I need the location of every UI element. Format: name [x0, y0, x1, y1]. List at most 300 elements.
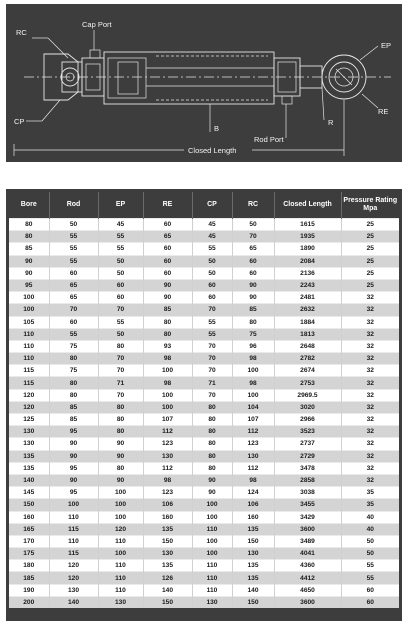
piston — [108, 58, 146, 98]
table-cell: 98 — [232, 353, 274, 365]
table-cell: 112 — [232, 426, 274, 438]
table-cell: 135 — [143, 523, 192, 535]
table-header-row — [9, 192, 399, 219]
table-cell: 110 — [192, 523, 232, 535]
table-cell: 125 — [9, 414, 49, 426]
table-cell: 90 — [9, 267, 49, 279]
table-cell: 65 — [49, 292, 98, 304]
table-cell: 50 — [49, 219, 98, 231]
table-row — [9, 401, 399, 413]
table-cell: 100 — [232, 389, 274, 401]
table-cell: 3523 — [274, 426, 341, 438]
table-cell: 110 — [98, 572, 143, 584]
table-cell: 80 — [49, 389, 98, 401]
table-cell: 45 — [192, 231, 232, 243]
table-cell: 112 — [232, 462, 274, 474]
table-cell: 80 — [98, 426, 143, 438]
ep-leader — [360, 46, 378, 60]
table-row — [9, 596, 399, 608]
table-cell: 3489 — [274, 535, 341, 547]
table-cell: 130 — [192, 596, 232, 608]
table-cell: 130 — [9, 426, 49, 438]
column-header: Rod — [49, 192, 98, 219]
re-leader — [362, 94, 378, 108]
table-cell: 120 — [49, 572, 98, 584]
table-cell: 95 — [9, 279, 49, 291]
barrel — [104, 52, 274, 104]
table-cell: 1884 — [274, 316, 341, 328]
rod-port-fitting — [282, 96, 292, 104]
table-body — [9, 219, 399, 609]
column-header: Bore — [9, 192, 49, 219]
table-row — [9, 523, 399, 535]
table-cell: 3455 — [274, 499, 341, 511]
table-cell: 85 — [143, 304, 192, 316]
table-cell: 95 — [49, 462, 98, 474]
table-cell: 150 — [232, 596, 274, 608]
table-cell: 3020 — [274, 401, 341, 413]
table-cell: 80 — [49, 377, 98, 389]
table-cell: 120 — [98, 523, 143, 535]
table-cell: 123 — [232, 438, 274, 450]
table-cell: 80 — [192, 438, 232, 450]
table-cell: 115 — [9, 365, 49, 377]
table-cell: 140 — [232, 584, 274, 596]
table-cell: 110 — [9, 340, 49, 352]
table-cell: 60 — [98, 279, 143, 291]
table-cell: 25 — [341, 267, 399, 279]
table-cell: 98 — [143, 353, 192, 365]
table-row — [9, 243, 399, 255]
table-cell: 80 — [192, 426, 232, 438]
table-cell: 55 — [341, 560, 399, 572]
table-cell: 100 — [49, 499, 98, 511]
table-cell: 120 — [9, 389, 49, 401]
table-cell: 25 — [341, 243, 399, 255]
table-row — [9, 365, 399, 377]
table-row — [9, 511, 399, 523]
table-cell: 110 — [98, 535, 143, 547]
table-cell: 50 — [341, 535, 399, 547]
table-cell: 32 — [341, 438, 399, 450]
column-header: RE — [143, 192, 192, 219]
table-cell: 115 — [49, 523, 98, 535]
table-cell: 32 — [341, 414, 399, 426]
table-cell: 40 — [341, 511, 399, 523]
table-cell: 80 — [232, 316, 274, 328]
table-cell: 70 — [98, 353, 143, 365]
table-cell: 65 — [49, 279, 98, 291]
table-cell: 90 — [232, 292, 274, 304]
cylinder-drawing — [6, 4, 402, 162]
table-cell: 85 — [9, 243, 49, 255]
table-cell: 112 — [143, 426, 192, 438]
table-cell: 150 — [143, 535, 192, 547]
table-cell: 1813 — [274, 328, 341, 340]
table-cell: 130 — [98, 596, 143, 608]
table-cell: 2753 — [274, 377, 341, 389]
table-cell: 100 — [98, 487, 143, 499]
table-cell: 112 — [143, 462, 192, 474]
column-header: CP — [192, 192, 232, 219]
table-cell: 55 — [49, 328, 98, 340]
column-header: RC — [232, 192, 274, 219]
table-cell: 160 — [232, 511, 274, 523]
table-row — [9, 328, 399, 340]
table-cell: 60 — [232, 267, 274, 279]
table-cell: 123 — [143, 487, 192, 499]
table-cell: 55 — [192, 328, 232, 340]
table-row — [9, 426, 399, 438]
table-cell: 32 — [341, 426, 399, 438]
table-cell: 106 — [232, 499, 274, 511]
table-cell: 90 — [192, 487, 232, 499]
table-cell: 60 — [143, 267, 192, 279]
column-header: Closed Length — [274, 192, 341, 219]
table-cell: 123 — [143, 438, 192, 450]
table-cell: 100 — [98, 499, 143, 511]
table-cell: 80 — [143, 316, 192, 328]
table-cell: 80 — [9, 231, 49, 243]
table-cell: 65 — [143, 231, 192, 243]
table-cell: 180 — [9, 560, 49, 572]
table-cell: 150 — [232, 535, 274, 547]
table-row — [9, 292, 399, 304]
table-cell: 98 — [143, 474, 192, 486]
table-cell: 32 — [341, 377, 399, 389]
table-row — [9, 304, 399, 316]
table-cell: 107 — [232, 414, 274, 426]
table-cell: 190 — [9, 584, 49, 596]
table-cell: 100 — [232, 365, 274, 377]
table-cell: 90 — [98, 438, 143, 450]
table-cell: 60 — [49, 267, 98, 279]
table-cell: 55 — [341, 572, 399, 584]
table-row — [9, 535, 399, 547]
table-cell: 3429 — [274, 511, 341, 523]
table-cell: 32 — [341, 462, 399, 474]
table-cell: 32 — [341, 401, 399, 413]
column-header: Pressure Rating Mpa — [341, 192, 399, 219]
table-row — [9, 572, 399, 584]
table-cell: 75 — [49, 340, 98, 352]
table-cell: 115 — [49, 548, 98, 560]
table-cell: 130 — [143, 450, 192, 462]
table-row — [9, 340, 399, 352]
table-cell: 35 — [341, 499, 399, 511]
table-cell: 85 — [49, 414, 98, 426]
cylinder-diagram — [6, 4, 402, 162]
table-cell: 90 — [143, 279, 192, 291]
table-cell: 130 — [49, 584, 98, 596]
table-cell: 90 — [98, 450, 143, 462]
rc-leader — [48, 38, 68, 58]
table-cell: 100 — [192, 511, 232, 523]
table-cell: 90 — [232, 279, 274, 291]
table-cell: 50 — [232, 219, 274, 231]
table-cell: 32 — [341, 474, 399, 486]
label-rod-port: Rod Port — [254, 135, 284, 144]
table-cell: 104 — [232, 401, 274, 413]
table-cell: 2136 — [274, 267, 341, 279]
table-cell: 60 — [192, 292, 232, 304]
table-cell: 98 — [232, 474, 274, 486]
label-r: R — [328, 118, 334, 127]
table-row — [9, 560, 399, 572]
table-cell: 60 — [98, 292, 143, 304]
table-cell: 55 — [98, 231, 143, 243]
table-cell: 185 — [9, 572, 49, 584]
table-cell: 85 — [232, 304, 274, 316]
table-cell: 60 — [143, 255, 192, 267]
label-cap-port: Cap Port — [82, 20, 112, 29]
table-cell: 80 — [192, 401, 232, 413]
table-cell: 100 — [98, 511, 143, 523]
table-cell: 55 — [49, 243, 98, 255]
table-cell: 32 — [341, 304, 399, 316]
table-cell: 70 — [232, 231, 274, 243]
table-cell: 2632 — [274, 304, 341, 316]
table-cell: 105 — [9, 316, 49, 328]
table-cell: 110 — [9, 353, 49, 365]
table-cell: 4412 — [274, 572, 341, 584]
table-cell: 1935 — [274, 231, 341, 243]
r-leader — [322, 88, 324, 120]
table-cell: 60 — [143, 243, 192, 255]
table-cell: 4041 — [274, 548, 341, 560]
table-cell: 98 — [232, 377, 274, 389]
table-cell: 50 — [98, 328, 143, 340]
table-cell: 126 — [143, 572, 192, 584]
spec-table — [9, 192, 399, 608]
table-cell: 65 — [232, 243, 274, 255]
table-cell: 135 — [232, 560, 274, 572]
table-cell: 75 — [232, 328, 274, 340]
table-cell: 1890 — [274, 243, 341, 255]
table-cell: 96 — [232, 340, 274, 352]
table-cell: 80 — [192, 414, 232, 426]
table-cell: 100 — [192, 535, 232, 547]
table-row — [9, 584, 399, 596]
table-cell: 80 — [98, 462, 143, 474]
table-cell: 165 — [9, 523, 49, 535]
table-cell: 130 — [143, 548, 192, 560]
label-re: RE — [378, 107, 389, 116]
table-cell: 3478 — [274, 462, 341, 474]
table-cell: 120 — [49, 560, 98, 572]
table-row — [9, 474, 399, 486]
table-cell: 2674 — [274, 365, 341, 377]
table-cell: 80 — [49, 353, 98, 365]
table-cell: 93 — [143, 340, 192, 352]
table-cell: 106 — [143, 499, 192, 511]
table-cell: 32 — [341, 389, 399, 401]
table-cell: 32 — [341, 450, 399, 462]
table-cell: 90 — [98, 474, 143, 486]
table-cell: 55 — [192, 316, 232, 328]
table-cell: 2966 — [274, 414, 341, 426]
table-cell: 110 — [49, 511, 98, 523]
table-cell: 50 — [98, 255, 143, 267]
table-row — [9, 377, 399, 389]
table-cell: 110 — [49, 535, 98, 547]
table-row — [9, 316, 399, 328]
table-cell: 4360 — [274, 560, 341, 572]
table-cell: 60 — [192, 279, 232, 291]
table-cell: 3038 — [274, 487, 341, 499]
table-cell: 55 — [49, 231, 98, 243]
column-header: EP — [98, 192, 143, 219]
table-cell: 100 — [143, 401, 192, 413]
table-cell: 25 — [341, 255, 399, 267]
cap-port-fitting — [90, 50, 100, 58]
table-row — [9, 231, 399, 243]
table-cell: 107 — [143, 414, 192, 426]
table-cell: 145 — [9, 487, 49, 499]
table-cell: 70 — [192, 365, 232, 377]
label-cp: CP — [14, 117, 25, 126]
table-row — [9, 255, 399, 267]
table-cell: 70 — [192, 340, 232, 352]
table-cell: 2858 — [274, 474, 341, 486]
table-cell: 45 — [98, 219, 143, 231]
table-cell: 80 — [192, 462, 232, 474]
table-cell: 60 — [232, 255, 274, 267]
table-cell: 110 — [98, 584, 143, 596]
table-cell: 100 — [192, 499, 232, 511]
table-cell: 150 — [143, 596, 192, 608]
table-cell: 135 — [143, 560, 192, 572]
table-cell: 110 — [192, 572, 232, 584]
table-cell: 90 — [143, 292, 192, 304]
table-cell: 75 — [49, 365, 98, 377]
table-cell: 25 — [341, 219, 399, 231]
table-row — [9, 267, 399, 279]
table-cell: 2737 — [274, 438, 341, 450]
table-cell: 100 — [9, 292, 49, 304]
table-cell: 124 — [232, 487, 274, 499]
table-cell: 130 — [232, 548, 274, 560]
table-cell: 90 — [49, 450, 98, 462]
table-cell: 135 — [9, 450, 49, 462]
table-cell: 32 — [341, 353, 399, 365]
table-cell: 60 — [341, 596, 399, 608]
table-cell: 135 — [232, 572, 274, 584]
table-cell: 110 — [9, 328, 49, 340]
table-cell: 90 — [49, 474, 98, 486]
table-cell: 32 — [341, 365, 399, 377]
table-cell: 135 — [9, 462, 49, 474]
table-cell: 110 — [98, 560, 143, 572]
table-cell: 130 — [232, 450, 274, 462]
table-cell: 160 — [9, 511, 49, 523]
piston-inner — [118, 62, 138, 94]
table-cell: 98 — [143, 377, 192, 389]
table-row — [9, 450, 399, 462]
label-closed-length: Closed Length — [188, 146, 237, 155]
table-cell: 95 — [49, 487, 98, 499]
table-cell: 160 — [143, 511, 192, 523]
spec-table-frame — [6, 189, 402, 621]
table-row — [9, 462, 399, 474]
table-cell: 100 — [192, 548, 232, 560]
table-cell: 70 — [192, 304, 232, 316]
table-cell: 2481 — [274, 292, 341, 304]
table-cell: 32 — [341, 292, 399, 304]
table-cell: 175 — [9, 548, 49, 560]
table-cell: 90 — [9, 255, 49, 267]
table-row — [9, 548, 399, 560]
table-cell: 50 — [341, 548, 399, 560]
table-cell: 110 — [192, 560, 232, 572]
table-cell: 115 — [9, 377, 49, 389]
table-cell: 70 — [49, 304, 98, 316]
table-cell: 2969.5 — [274, 389, 341, 401]
table-cell: 55 — [49, 255, 98, 267]
table-cell: 50 — [98, 267, 143, 279]
table-cell: 25 — [341, 231, 399, 243]
table-cell: 1615 — [274, 219, 341, 231]
table-cell: 100 — [9, 304, 49, 316]
table-cell: 35 — [341, 487, 399, 499]
table-cell: 2084 — [274, 255, 341, 267]
table-cell: 150 — [9, 499, 49, 511]
table-cell: 90 — [192, 474, 232, 486]
table-cell: 80 — [9, 219, 49, 231]
table-cell: 100 — [98, 548, 143, 560]
label-ep: EP — [381, 41, 392, 50]
table-cell: 2648 — [274, 340, 341, 352]
table-cell: 80 — [98, 401, 143, 413]
table-cell: 80 — [98, 414, 143, 426]
table-row — [9, 487, 399, 499]
table-cell: 4650 — [274, 584, 341, 596]
table-cell: 32 — [341, 316, 399, 328]
table-cell: 2243 — [274, 279, 341, 291]
table-cell: 32 — [341, 328, 399, 340]
table-cell: 3600 — [274, 596, 341, 608]
table-cell: 40 — [341, 523, 399, 535]
table-row — [9, 499, 399, 511]
table-cell: 71 — [98, 377, 143, 389]
table-row — [9, 438, 399, 450]
table-cell: 71 — [192, 377, 232, 389]
label-b: B — [214, 124, 220, 133]
table-row — [9, 219, 399, 231]
table-cell: 50 — [192, 255, 232, 267]
table-cell: 50 — [192, 267, 232, 279]
table-cell: 55 — [192, 243, 232, 255]
table-cell: 140 — [143, 584, 192, 596]
table-cell: 100 — [143, 365, 192, 377]
table-row — [9, 279, 399, 291]
table-cell: 170 — [9, 535, 49, 547]
table-cell: 120 — [9, 401, 49, 413]
table-cell: 90 — [49, 438, 98, 450]
table-cell: 80 — [143, 328, 192, 340]
table-cell: 200 — [9, 596, 49, 608]
table-cell: 3600 — [274, 523, 341, 535]
table-row — [9, 353, 399, 365]
table-cell: 70 — [98, 389, 143, 401]
table-cell: 55 — [98, 316, 143, 328]
table-cell: 95 — [49, 426, 98, 438]
table-row — [9, 414, 399, 426]
table-cell: 25 — [341, 279, 399, 291]
label-rc: RC — [16, 28, 27, 37]
table-cell: 80 — [98, 340, 143, 352]
table-cell: 140 — [49, 596, 98, 608]
